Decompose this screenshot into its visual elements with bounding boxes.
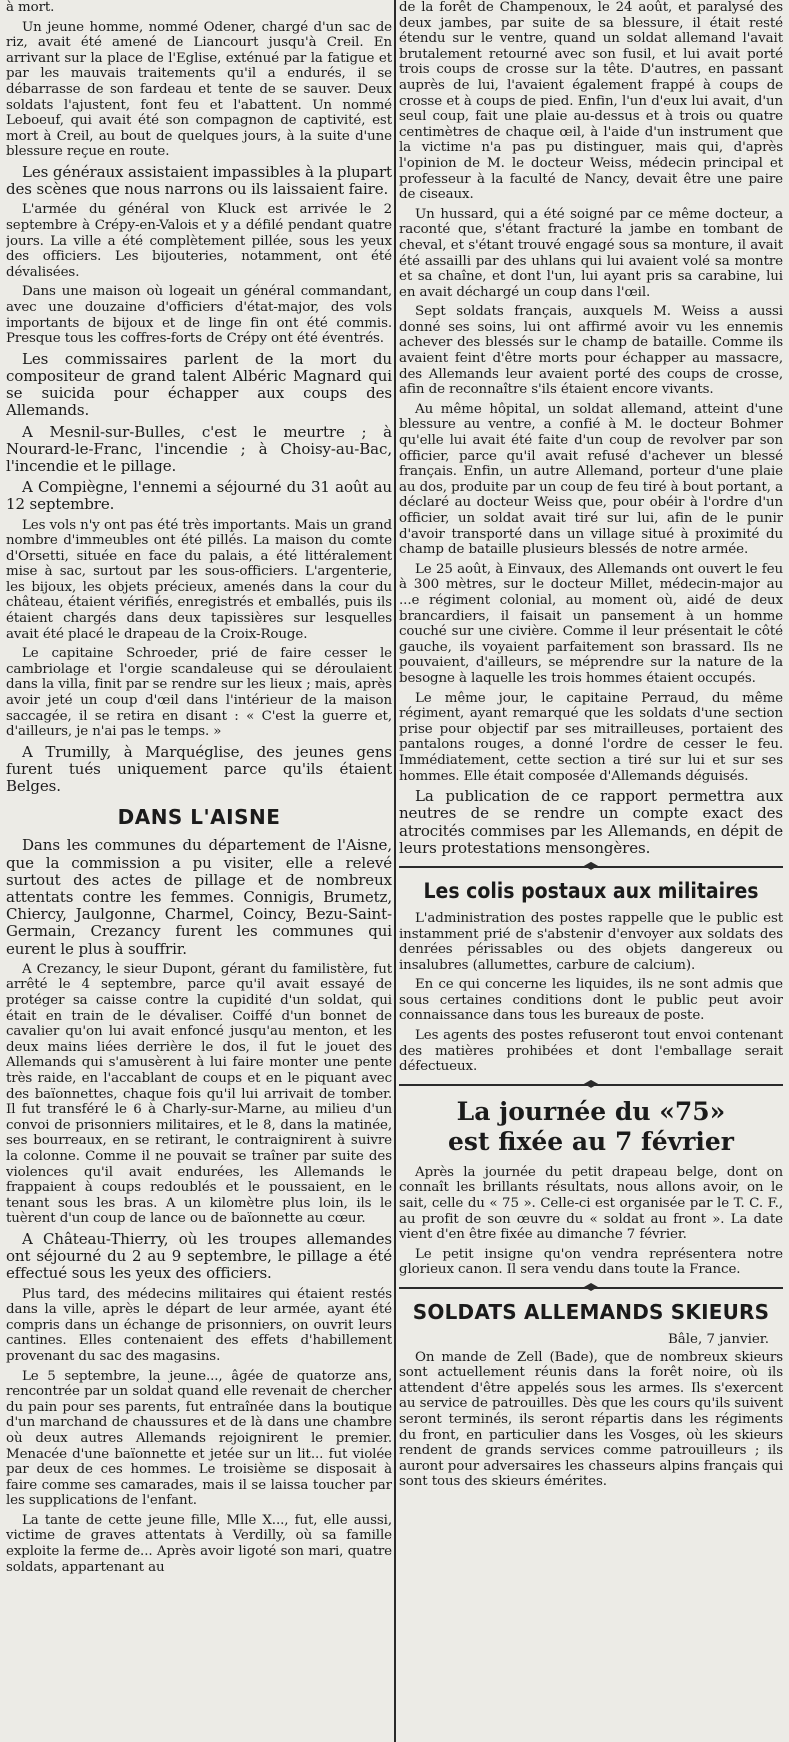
- journee-heading: [399, 1097, 783, 1157]
- article-paragraph: Les vols n'y ont pas été très importants. Mais un grand nombre d'immeubles ont été pillés. La maison du comte d'Orsetti, située en face du palais, a été littéralement mise à sac, surtout par les sous-officiers. L'argenterie, les bijoux, les objets précieux, amenés dans la cour du château, étaient vérifiés, enregistrés et emballés, puis ils étaient chargés dans deux tapissières sur lesquelles avait été placé le drapeau de la Croix-Rouge.: [6, 517, 392, 642]
- left-column: [6, 0, 392, 1742]
- article-paragraph: A Crezancy, le sieur Dupont, gérant du familistère, fut arrêté le 4 septembre, parce qu'il avait essayé de protéger sa caisse contre la cupidité d'un soldat, qui était en train de le dévaliser. Coiffé d'un bonnet de cavalier qu'on lui avait enfoncé jusqu'au menton, et les deux mains liées derrière le dos, il fut le jouet des Allemands qui s'amusèrent à lui faire monter une pente très raide, en l'accablant de coups et en le piquant avec des baïonnettes, chaque fois qu'il lui arrivait de tomber. Il fut transféré le 6 à Charly-sur-Marne, au milieu d'un convoi de prisonniers militaires, et le 8, dans la matinée, ses bourreaux, en se retirant, le contraignirent à suivre la colonne. Comme il ne pouvait se traîner par suite des violences qu'il avait endurées, les Allemands le frappaient à coups redoublés et le poussaient, en le tenant sous les bras. A un kilomètre plus loin, ils le tuèrent d'un coup de lance ou de baïonnette au cœur.: [6, 961, 392, 1227]
- article-paragraph: L'armée du général von Kluck est arrivée le 2 septembre à Crépy-en-Valois et y a défilé pendant quatre jours. La ville a été complètement pillée, sous les yeux des officiers. Les bijouteries, notamment, ont été dévalisées.: [6, 202, 392, 280]
- section-separator: [399, 1079, 783, 1091]
- article-paragraph: A Compiègne, l'ennemi a séjourné du 31 août au 12 septembre.: [6, 478, 392, 514]
- article-paragraph: Les commissaires parlent de la mort du compositeur de grand talent Albéric Magnard qui se suicida pour échapper aux coups des Allemands.: [6, 349, 392, 420]
- section-separator: [399, 861, 783, 873]
- article-paragraph: A Trumilly, à Marquéglise, des jeunes gens furent tués uniquement parce qu'ils étaient Belges.: [6, 742, 392, 796]
- article-paragraph: Le capitaine Schroeder, prié de faire cesser le cambriolage et l'orgie scandaleuse qui se déroulaient dans la villa, finit par se rendre sur les lieux ; mais, après avoir jeté un coup d'œil dans l'intérieur de la maison saccagée, il se retira en disant : « C'est la guerre et, d'ailleurs, je n'ai pas le temps. »: [6, 646, 392, 740]
- section-separator: [399, 1282, 783, 1294]
- skieurs-heading: SOLDATS ALLEMANDS SKIEURS: [412, 1300, 770, 1324]
- article-paragraph: Plus tard, des médecins militaires qui étaient restés dans la ville, après le départ de leur armée, ayant été compris dans un échange de prisonniers, on ouvrit leurs cantines. Elles contenaient des effets d'habillement provenant du sac des magasins.: [6, 1286, 392, 1364]
- article-paragraph: de la forêt de Champenoux, le 24 août, et paralysé des deux jambes, par suite de sa blessure, il était resté étendu sur le ventre, quand un soldat allemand l'avait brutalement retourné avec son fusil, et lui avait porté trois coups de crosse sur la tête. D'autres, en passant auprès de lui, l'avaient également frappé à coups de crosse et à coups de pied. Enfin, l'un d'eux lui avait, d'un seul coup, fait une plaie au-dessus et à trois ou quatre centimètres de chaque œil, à l'aide d'un instrument que la victime n'a pas pu distinguer, mais qui, d'après l'opinion de M. le docteur Weiss, médecin principal et professeur à la faculté de Nancy, devait être une paire de ciseaux.: [399, 0, 783, 203]
- journee-heading-line: est fixée au 7 février: [448, 1126, 734, 1156]
- article-paragraph: Les agents des postes refuseront tout envoi contenant des matières prohibées et dont l'emballage serait défectueux.: [399, 1028, 783, 1075]
- right-column: [399, 0, 783, 1742]
- article-paragraph: A Château-Thierry, où les troupes allemandes ont séjourné du 2 au 9 septembre, le pillage a été effectué sous les yeux des officiers.: [6, 1229, 392, 1283]
- article-paragraph: A Mesnil-sur-Bulles, c'est le meurtre ; à Nourard-le-Franc, l'incendie ; à Choisy-au-Bac, l'incendie et le pillage.: [6, 422, 392, 475]
- article-paragraph: En ce qui concerne les liquides, ils ne sont admis que sous certaines conditions dont le public peut avoir connaissance dans tous les bureaux de poste.: [399, 977, 783, 1024]
- article-paragraph: Un hussard, qui a été soigné par ce même docteur, a raconté que, s'étant fracturé la jambe en tombant de cheval, et s'étant trouvé engagé sous sa monture, il avait été assailli par des uhlans qui lui avaient volé sa montre et sa chaîne, et dont l'un, lui ayant pris sa carabine, lui en avait déchargé un coup dans l'œil.: [399, 206, 783, 300]
- article-paragraph: La tante de cette jeune fille, Mlle X..., fut, elle aussi, victime de graves attentats à Verdilly, où sa famille exploite la ferme de... Après avoir ligoté son mari, quatre soldats, appartenant au: [6, 1512, 392, 1575]
- journee-heading-line: La journée du «75»: [456, 1096, 726, 1126]
- article-paragraph: Le petit insigne qu'on vendra représentera notre glorieux canon. Il sera vendu dans toute la France.: [399, 1246, 783, 1278]
- article-paragraph: Le 5 septembre, la jeune..., âgée de quatorze ans, rencontrée par un soldat quand elle revenait de chercher du pain pour ses parents, fut entraînée dans la boutique d'un marchand de chaussures et de là dans une chambre où deux autres Allemands rejoignirent le premier. Menacée d'une baïonnette et jetée sur un lit... fut violée par deux de ces hommes. Le troisième se disposait à faire comme ses camarades, mais il se laissa toucher par les supplications de l'enfant.: [6, 1368, 392, 1509]
- article-paragraph: L'administration des postes rappelle que le public est instamment prié de s'abstenir d'envoyer aux soldats des denrées périssables ou des objets dangereux ou insalubres (allumettes, carbure de calcium).: [399, 910, 783, 973]
- article-paragraph: Le même jour, le capitaine Perraud, du même régiment, ayant remarqué que les soldats d'une section prise pour objectif par ses mitrailleuses, portaient des pantalons rouges, a donné l'ordre de cesser le feu. Immédiatement, cette section a tiré sur lui et sur ses hommes. Elle était composée d'Allemands déguisés.: [399, 690, 783, 784]
- article-paragraph: Les généraux assistaient impassibles à la plupart des scènes que nous narrons ou ils laissaient faire.: [6, 162, 392, 199]
- article-paragraph: Le 25 août, à Einvaux, des Allemands ont ouvert le feu à 300 mètres, sur le docteur Millet, médecin-major au ...e régiment colonial, au moment où, aidé de deux brancardiers, il faisait un pansement à un homme couché sur une civière. Comme il leur présentait le côté gauche, ils voyaient parfaitement son brassard. Ils ne pouvaient, d'ailleurs, se méprendre sur la nature de la besogne à laquelle les trois hommes étaient occupés.: [399, 561, 783, 686]
- article-paragraph: à mort.: [6, 0, 55, 15]
- article-paragraph: Un jeune homme, nommé Odener, chargé d'un sac de riz, avait été amené de Liancourt jusqu'à Creil. En arrivant sur la place de l'Eglise, exténué par la fatigue et par les mauvais traitements qu'il a endurés, il se débarrasse de son fardeau et tente de se sauver. Deux soldats l'ajustent, font feu et l'abattent. Un nommé Leboeuf, qui avait été son compagnon de captivité, est mort à Creil, au bout de quelques jours, à la suite d'une blessure reçue en route.: [6, 19, 392, 160]
- article-paragraph: Au même hôpital, un soldat allemand, atteint d'une blessure au ventre, a confié à M. le docteur Bohmer qu'elle lui avait été faite d'un coup de revolver par son officier, parce qu'il avait refusé d'achever un blessé français. Enfin, un autre Allemand, porteur d'une plaie au dos, produite par un coup de feu tiré à bout portant, a déclaré au docteur Weiss que, pour obéir à l'ordre d'un officier, un soldat avait tiré sur lui, afin de le punir d'avoir transporté dans un village situé à proximité du champ de bataille plusieurs blessés de notre armée.: [399, 401, 783, 558]
- article-paragraph: Après la journée du petit drapeau belge, dont on connaît les brillants résultats, nous allons avoir, on le sait, celle du « 75 ». Celle-ci est organisée par le T. C. F., au profit de son œuvre du « soldat au front ». La date vient d'en être fixée au dimanche 7 février.: [399, 1164, 783, 1243]
- article-paragraph: La publication de ce rapport permettra aux neutres de se rendre un compte exact des atrocités commises par les Allemands, en dépit de leurs protestations mensongères.: [399, 787, 783, 857]
- article-paragraph: Dans une maison où logeait un général commandant, avec une douzaine d'officiers d'état-major, des vols importants de bijoux et de linge fin ont été commis. Presque tous les coffres-forts de Crépy ont été éventrés.: [6, 284, 392, 347]
- article-paragraph: On mande de Zell (Bade), que de nombreux skieurs sont actuellement réunis dans la forêt noire, où ils attendent d'être appelés sous les armes. Ils s'exercent au service de patrouilles. Dès que les cours qu'ils suivent seront terminés, ils seront répartis dans les régiments du front, en particulier dans les Vosges, où les skieurs rendent de grands services comme patrouilleurs ; ils auront pour adversaires les chasseurs alpins français qui sont tous des skieurs émérites.: [399, 1349, 783, 1490]
- article-paragraph: Sept soldats français, auxquels M. Weiss a aussi donné ses soins, lui ont affirmé avoir vu les ennemis achever des blessés sur le champ de bataille. Comme ils avaient feint d'être morts pour échapper au massacre, des Allemands leur avaient porté des coups de crosse, afin de reconnaître s'ils étaient encore vivants.: [399, 304, 783, 398]
- aisne-heading: DANS L'AISNE: [117, 805, 281, 830]
- article-paragraph: Dans les communes du département de l'Aisne, que la commission a pu visiter, elle a relevé surtout des actes de pillage et de nombreux attentats contre les femmes. Connigis, Brumetz, Chiercy, Jaulgonne, Charmel, Coincy, Bezu-Saint-Germain, Crezancy furent les communes qui eurent le plus à souffrir.: [6, 836, 392, 958]
- dateline: Bâle, 7 janvier.: [667, 1332, 769, 1347]
- column-divider: [394, 0, 396, 1742]
- colis-heading: Les colis postaux aux militaires: [423, 878, 759, 903]
